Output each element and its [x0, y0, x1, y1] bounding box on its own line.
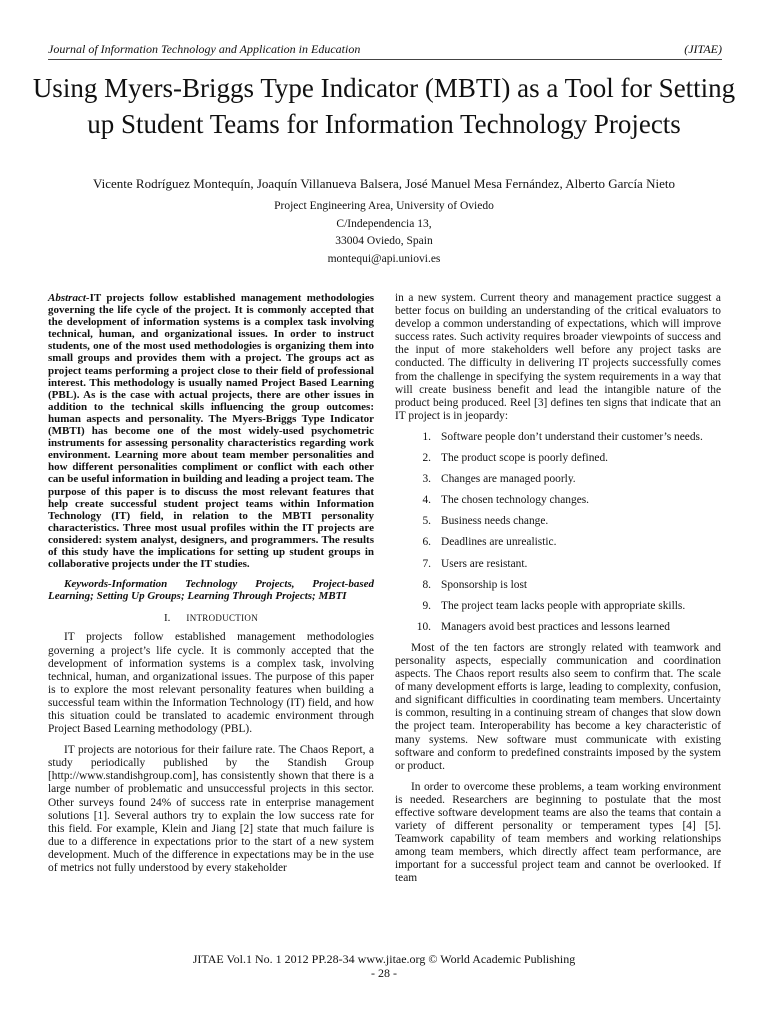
list-item	[395, 431, 721, 444]
footer-citation: JITAE Vol.1 No. 1 2012 PP.28-34 www.jitae.org © World Academic Publishing	[192, 952, 576, 966]
list-item	[395, 600, 721, 613]
affiliation-street: C/Independencia 13,	[336, 217, 432, 230]
contact-email[interactable]: montequi@api.uniovi.es	[327, 252, 441, 265]
list-item-text: Users are resistant.	[441, 557, 528, 570]
list-item-number: 10.	[416, 620, 431, 633]
list-item-number: 5.	[422, 515, 431, 528]
page-footer	[0, 952, 768, 980]
author-list: Vicente Rodríguez Montequín, Joaquín Villanueva Balsera, José Manuel Mesa Fernández, Alberto García Nieto	[93, 176, 675, 191]
abstract-lead: Abstract-	[48, 292, 90, 304]
journal-abbrev: (JITAE)	[684, 42, 722, 56]
list-item-number: 4.	[422, 494, 431, 507]
list-item-number: 8.	[422, 578, 431, 591]
list-item-text: Deadlines are unrealistic.	[441, 536, 557, 549]
left-column	[48, 292, 374, 883]
list-item-number: 7.	[422, 557, 431, 570]
jeopardy-signs-list	[395, 431, 721, 634]
list-item	[395, 452, 721, 465]
body-paragraph: IT projects are notorious for their failure rate. The Chaos Report, a study periodically published by the Standish Group [http://www.standishgroup.com], has consistently shown that there is a large number of problematic and unsuccessful projects in this sector. Other surveys found 24% of success rate in enterprise management solutions [1]. Several authors try to explain the low success rate for this field. For example, Klein and Jiang [2] state that much failure is due to a difference in expectations prior to the start of a new system development. Much of the difference in expectations may be in the use of metrics not fully understood by every stakeholder	[48, 744, 374, 875]
list-item-text: The chosen technology changes.	[441, 494, 590, 507]
page-number: - 28 -	[371, 966, 397, 980]
list-item-number: 2.	[422, 452, 431, 465]
list-item-text: Sponsorship is lost	[441, 578, 528, 591]
keywords: Keywords-Information Technology Projects, Project-based Learning; Setting Up Groups; Learning Through Projects; MBTI	[48, 578, 374, 603]
list-item-text: The project team lacks people with appropriate skills.	[441, 599, 686, 612]
section-title: INTRODUCTION	[186, 613, 258, 624]
affiliation-dept: Project Engineering Area, University of Oviedo	[274, 200, 494, 212]
list-item	[395, 515, 721, 528]
section-number: I.	[163, 612, 171, 625]
list-item	[395, 558, 721, 571]
right-column	[395, 292, 721, 894]
list-item-number: 9.	[422, 599, 431, 612]
list-item-number: 3.	[422, 473, 431, 486]
list-item-text: Software people don’t understand their customer’s needs.	[441, 430, 703, 443]
abstract-text: IT projects follow established management methodologies governing the life cycle of the project. It is commonly accepted that the development of information systems is a complex task involving technical, human, and organizational issues. In order to instruct students, one of the most used methodologies is organizing them into small groups and provides them with a project. The groups act as project teams performing a project close to their field of professional interest. This methodology is usually named Project Based Learning (PBL). As is the case with actual projects, there are other issues in addition to the technical skills influencing the group outcomes: human aspects and personality. The Myers-Briggs Type Indicator (MBTI) has become one of the most widely-used psychometric instruments for assessing personality characteristics regarding work environment. Learning more about team member personalities and how different personalities compliment or conflict with each other can be useful information in building and leading a project team. The purpose of this paper is to discuss the most relevant features that help create successful student project teams within Information Technology (IT) field, in relation to the MBTI personality characteristics. Three most usual profiles within the IT projects are considered: system analyst, designers, and programmers. The results of this study have the implications for setting up student groups in collaborative projects under the IT studies.	[48, 292, 374, 571]
abstract	[48, 292, 374, 570]
affiliation-city: 33004 Oviedo, Spain	[335, 235, 433, 247]
affiliation-block	[100, 198, 668, 268]
list-item-number: 1.	[422, 430, 431, 443]
body-paragraph: Most of the ten factors are strongly related with teamwork and personality aspects, especially communication and coordination aspects. The Chaos report results also seem to confirm that. The scale of many development efforts is large, leading to complexity, confusion, and significant difficulties in coordinating team members. Uncertainty is common, resulting in a continuing stream of changes that slow down the project team. Interoperability has become a key characteristic of many systems. New software must communicate with existing software and conform to predefined constraints imposed by the system or product.	[395, 641, 721, 772]
list-item	[395, 621, 721, 634]
paper-title: Using Myers-Briggs Type Indicator (MBTI) as a Tool for Setting up Student Teams for Information Technology Projects	[32, 73, 736, 139]
list-item-text: Business needs change.	[441, 515, 549, 528]
body-paragraph: In order to overcome these problems, a team working environment is needed. Researchers are beginning to postulate that the most effective software development teams are also the teams that contain a variety of different personality or temperament types [4] [5]. Teamwork capability of team members and working relationships among team members, which directly affect team performance, are important for a successful project team and cannot be overlooked. If team	[395, 780, 721, 885]
list-item-text: Changes are managed poorly.	[441, 473, 576, 486]
list-item	[395, 494, 721, 507]
list-item	[395, 579, 721, 592]
journal-name: Journal of Information Technology and Application in Education	[48, 42, 361, 56]
section-heading	[48, 612, 374, 625]
body-paragraph: in a new system. Current theory and management practice suggest a better focus on building an understanding of the critical evaluators to develop a common understanding of expectations, which will improve success rates. Such activity requires broader viewpoints of success and the input of more stakeholders well before any project tasks are conducted. The difficulty in delivering IT projects successfully comes from the challenge in specifying the system requirements in a way that will create business benefit and lead the intangible nature of the product being produced. Reel [3] defines ten signs that indicate that an IT project is in jeopardy:	[395, 292, 721, 422]
running-header	[48, 42, 722, 60]
body-paragraph: IT projects follow established management methodologies governing a project’s life cycle. It is commonly accepted that the development of information systems is a complex task, involving technical, human, and organizational issues. The purpose of this paper is to explore the most relevant personality features when building a successful team within the Information Technology (IT) field, and how this situation could be translated to academic environment through Project Based Learning methodology (PBL).	[48, 631, 374, 736]
list-item-text: Managers avoid best practices and lessons learned	[441, 620, 670, 633]
list-item	[395, 536, 721, 549]
list-item	[395, 473, 721, 486]
list-item-text: The product scope is poorly defined.	[441, 452, 609, 465]
list-item-number: 6.	[422, 536, 431, 549]
